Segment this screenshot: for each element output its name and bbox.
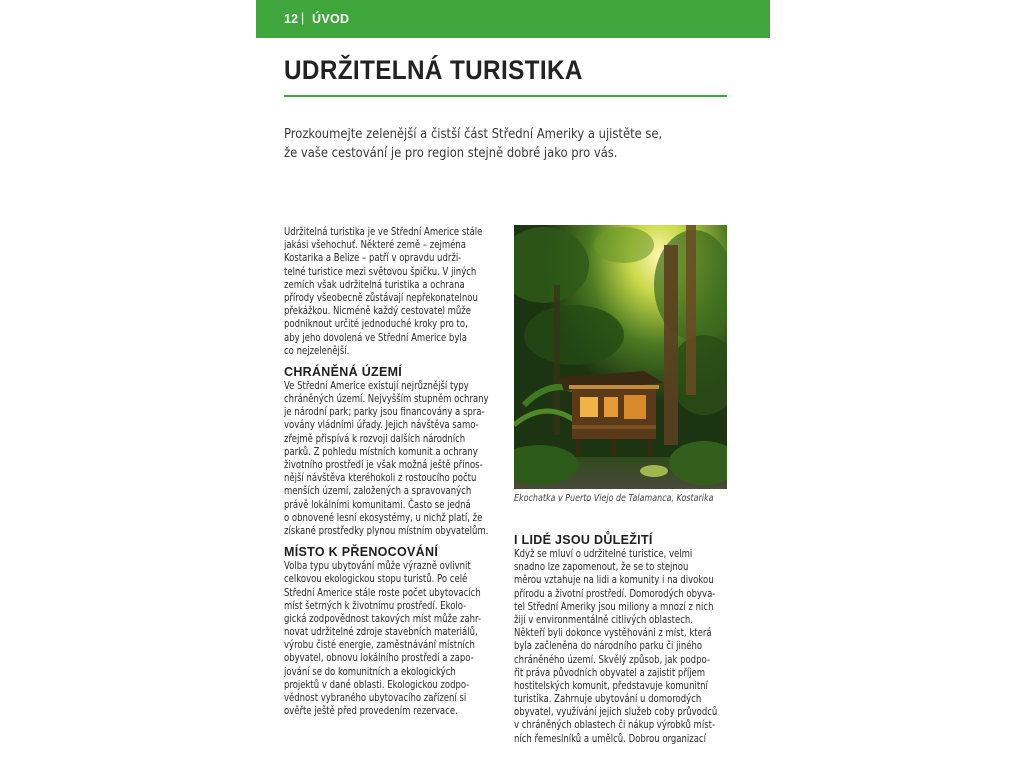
text-line: Kostarika a Belize – patří v opravdu udrži- bbox=[284, 253, 462, 265]
text-line: přírody všeobecně zůstávají nepřekonatelnou bbox=[284, 292, 478, 304]
page-title: UDRŽITELNÁ TURISTIKA bbox=[284, 55, 583, 85]
title-underline bbox=[284, 95, 727, 97]
accommodation-paragraph bbox=[284, 560, 500, 718]
text-line: celkovou ekologickou stopu turistů. Po celé bbox=[284, 574, 468, 586]
text-line: tel Střední Ameriky jsou miliony a mnozí z nich bbox=[514, 601, 714, 613]
text-line: vědnost vybraného ubytovacího zařízení si bbox=[284, 693, 467, 704]
text-line: turistika. Zahrnuje ubytování u domorodých bbox=[514, 694, 702, 706]
intro-paragraph bbox=[284, 226, 500, 358]
intro-lead bbox=[284, 125, 704, 163]
text-line: aby jeho dovolená ve Střední Americe byla bbox=[284, 332, 467, 344]
text-line: řit práva původních obyvatel a zajistit příjem bbox=[514, 667, 706, 679]
text-line: Někteří byli dokonce vystěhováni z míst, která bbox=[514, 628, 712, 640]
intro-line: Prozkoumejte zelenější a čistší část Střední Ameriky a ujistěte se, bbox=[284, 127, 663, 142]
text-line: jakási všehochuť. Některé země – zejména bbox=[284, 240, 466, 252]
text-line: právě lokálními komunitami. Často se jedná bbox=[284, 499, 471, 511]
text-line: projektů v dané oblasti. Ekologickou zodpo- bbox=[284, 679, 470, 691]
text-line: žijí v environmentálně citlivých oblastech. bbox=[514, 614, 693, 626]
text-line: Udržitelná turistika je ve Střední Americe stále bbox=[284, 227, 483, 238]
text-line: menších území, založených a spravovaných bbox=[284, 486, 472, 498]
text-line: měrou vztahuje na lidi a komunity i na divokou bbox=[514, 575, 714, 587]
text-line: ověřte ještě před provedením rezervace. bbox=[284, 706, 458, 718]
text-line: parků. Z pohledu místních komunit a ochrany bbox=[284, 446, 478, 458]
book-page bbox=[256, 0, 770, 768]
page-number: 12 bbox=[284, 12, 299, 26]
text-line: co nejzelenější. bbox=[284, 345, 350, 357]
text-line: obyvatel, obnovu lokálního prostředí a zapo- bbox=[284, 653, 474, 665]
text-line: gická zodpovědnost takových míst může zahr- bbox=[284, 613, 482, 625]
text-line: je národní park; parky jsou financovány a spra- bbox=[284, 407, 485, 419]
header-separator: | bbox=[301, 11, 305, 25]
text-line: chráněného území. Skvělý způsob, jak podpo- bbox=[514, 654, 710, 666]
eco-lodge-illustration bbox=[514, 225, 727, 489]
protected-areas-paragraph bbox=[284, 380, 500, 538]
text-line: nější návštěva kteréhokoli z rostoucího počtu bbox=[284, 473, 477, 485]
text-line: telné turistice mezi světovou špičku. V jiných bbox=[284, 266, 477, 278]
text-line: snadno lze zapomenout, že se to stejnou bbox=[514, 562, 689, 574]
photo-caption: Ekochatka v Puerto Viejo de Talamanca, Kostarika bbox=[514, 493, 714, 504]
text-line: jování se do komunitních a ekologických bbox=[284, 666, 456, 678]
text-line: v chráněných oblastech či nákup výrobků míst- bbox=[514, 720, 716, 732]
text-line: byla začleněna do národního parku či jiného bbox=[514, 641, 703, 653]
text-line: Volba typu ubytování může výrazně ovlivnit bbox=[284, 561, 471, 573]
section-name: ÚVOD bbox=[312, 12, 350, 26]
right-column bbox=[514, 532, 730, 746]
text-line: výrobu čisté energie, zaměstnávání místních bbox=[284, 640, 475, 652]
text-line: Ve Střední Americe existují nejrůznější typy bbox=[284, 380, 469, 392]
text-line: novat udržitelné zdroje stavebních materiálů, bbox=[284, 627, 478, 639]
text-line: přírodu a životní prostředí. Domorodých obyva- bbox=[514, 588, 716, 600]
section-heading-protected-areas: CHRÁNĚNÁ ÚZEMÍ bbox=[284, 364, 403, 379]
text-line: obyvatel, využívání jejich služeb coby průvodců bbox=[514, 707, 718, 719]
text-line: hostitelských komunit, představuje komunitní bbox=[514, 680, 708, 692]
text-line: ních řemeslníků a umělců. Dobrou organizací bbox=[514, 733, 706, 745]
eco-lodge-photo bbox=[514, 225, 727, 489]
left-column bbox=[284, 226, 500, 718]
text-line: získané prostředky plynou místním obyvatelům. bbox=[284, 525, 489, 537]
section-heading-people: I LIDÉ JSOU DŮLEŽITÍ bbox=[514, 533, 653, 547]
text-line: Střední Americe stále roste počet ubytovacích bbox=[284, 587, 481, 599]
text-line: životního prostředí je však možná ještě přínos- bbox=[284, 460, 483, 471]
text-line: podniknout určité jednoduché kroky pro to, bbox=[284, 319, 468, 331]
text-line: zemích však udržitelná turistika a ochrana bbox=[284, 279, 465, 291]
people-paragraph bbox=[514, 548, 730, 746]
intro-line: že vaše cestování je pro region stejně dobré jako pro vás. bbox=[284, 146, 618, 161]
chapter-header-bar bbox=[256, 0, 770, 38]
text-line: zřejmě přispívá k rozvoji dalších národních bbox=[284, 433, 466, 445]
text-line: překážkou. Nicméně každý cestovatel může bbox=[284, 306, 472, 318]
text-line: Když se mluví o udržitelné turistice, velmi bbox=[514, 549, 693, 560]
text-line: míst šetrných k životnímu prostředí. Ekolo- bbox=[284, 600, 467, 612]
section-heading-accommodation: MÍSTO K PŘENOCOVÁNÍ bbox=[284, 545, 439, 560]
text-line: o obnovené lesní ekosystémy, u nichž platí, že bbox=[284, 512, 483, 524]
text-line: vovány vládními úřady. Jejich návštěva samo- bbox=[284, 420, 479, 432]
text-line: chráněných území. Nejvyšším stupněm ochrany bbox=[284, 394, 489, 406]
